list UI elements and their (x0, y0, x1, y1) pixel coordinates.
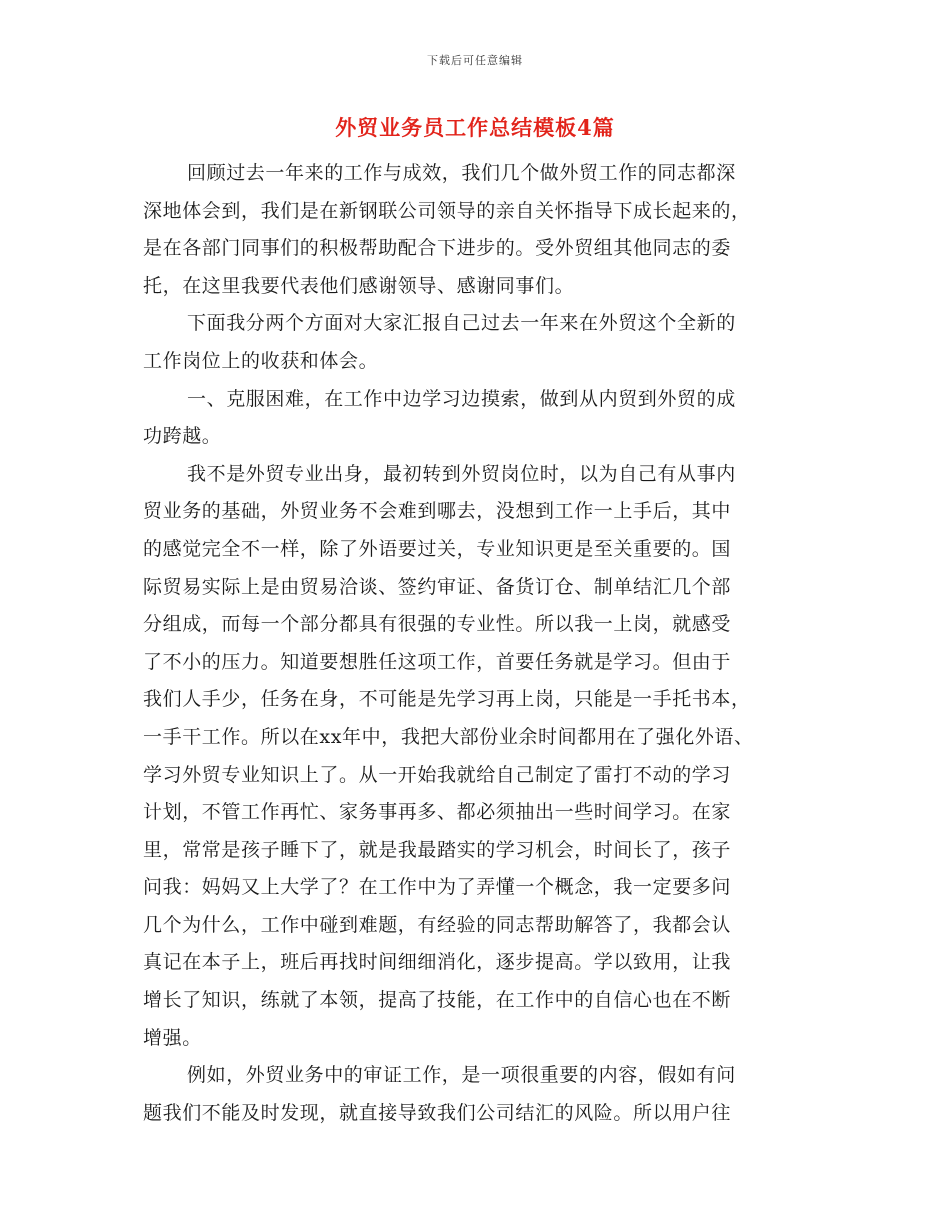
body-line: 里，常常是孩子睡下了，就是我最踏实的学习机会，时间长了，孩子 (143, 838, 732, 861)
body-line: 下面我分两个方面对大家汇报自己过去一年来在外贸这个全新的 (187, 312, 736, 335)
body-line: 托，在这里我要代表他们感谢领导、感谢同事们。 (143, 274, 575, 297)
body-line: 一手干工作。所以在xx年中，我把大部份业余时间都用在了强化外语、 (143, 725, 754, 748)
body-line: 增强。 (143, 1026, 202, 1049)
body-line: 际贸易实际上是由贸易洽谈、签约审证、备货订仓、制单结汇几个部 (143, 575, 732, 598)
body-line: 一、克服困难，在工作中边学习边摸索，做到从内贸到外贸的成 (187, 387, 736, 410)
body-line: 深地体会到，我们是在新钢联公司领导的亲自关怀指导下成长起来的， (143, 199, 751, 222)
document-title: 外贸业务员工作总结模板4篇 (335, 115, 615, 140)
document-body (143, 155, 823, 1132)
header-note: 下载后可任意编辑 (427, 54, 523, 67)
body-line: 题我们不能及时发现，就直接导致我们公司结汇的风险。所以用户往 (143, 1101, 732, 1124)
body-line: 工作岗位上的收获和体会。 (143, 349, 379, 372)
body-line: 回顾过去一年来的工作与成效，我们几个做外贸工作的同志都深 (187, 162, 736, 184)
body-line: 问我：妈妈又上大学了？在工作中为了弄懂一个概念，我一定要多问 (143, 876, 732, 899)
body-line: 我不是外贸专业出身，最初转到外贸岗位时，以为自己有从事内 (187, 462, 736, 485)
body-line: 增长了知识，练就了本领，提高了技能，在工作中的自信心也在不断 (143, 989, 732, 1012)
body-line: 是在各部门同事们的积极帮助配合下进步的。受外贸组其他同志的委 (143, 237, 732, 260)
body-line: 学习外贸专业知识上了。从一开始我就给自己制定了雷打不动的学习 (143, 763, 732, 786)
body-line: 例如，外贸业务中的审证工作，是一项很重要的内容，假如有问 (187, 1064, 736, 1087)
body-line: 功跨越。 (143, 425, 222, 448)
body-line: 了不小的压力。知道要想胜任这项工作，首要任务就是学习。但由于 (143, 650, 732, 673)
body-line: 真记在本子上，班后再找时间细细消化，逐步提高。学以致用，让我 (143, 951, 732, 974)
body-line: 分组成，而每一个部分都具有很强的专业性。所以我一上岗，就感受 (143, 613, 732, 636)
body-line: 的感觉完全不一样，除了外语要过关，专业知识更是至关重要的。国 (143, 537, 732, 560)
body-line: 几个为什么，工作中碰到难题，有经验的同志帮助解答了，我都会认 (143, 913, 732, 936)
body-line: 我们人手少，任务在身，不可能是先学习再上岗，只能是一手托书本， (143, 688, 751, 711)
body-line: 贸业务的基础，外贸业务不会难到哪去，没想到工作一上手后，其中 (143, 500, 732, 523)
body-line: 计划，不管工作再忙、家务事再多、都必须抽出一些时间学习。在家 (143, 801, 732, 824)
